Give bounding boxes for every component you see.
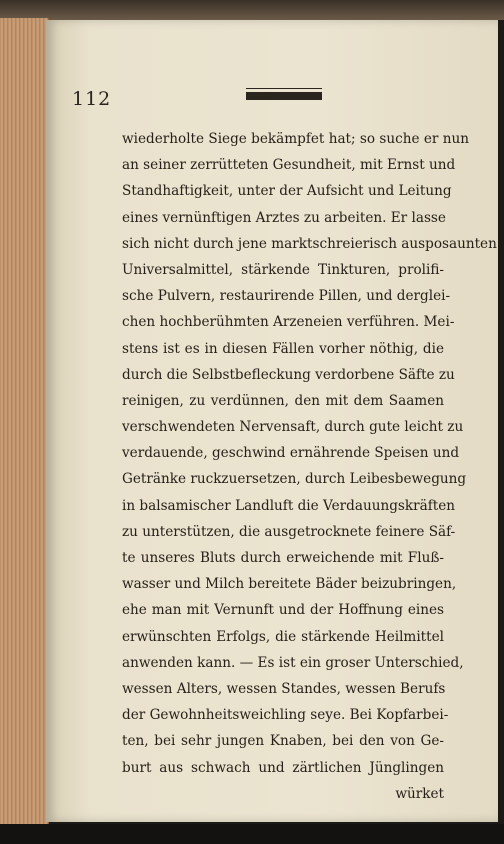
- text-line: ten, bei sehr jungen Knaben, bei den von Ge-: [122, 733, 444, 750]
- text-line: burt aus schwach und zärtlichen Jünglingen: [122, 759, 444, 776]
- text-line: Universalmittel, stärkende Tinkturen, prolifi-: [122, 261, 444, 278]
- text-line: sich nicht durch jene marktschreierisch ausposaunten: [122, 235, 497, 252]
- text-line: te unseres Bluts durch erweichende mit Fluß-: [122, 550, 444, 566]
- text-line: der Gewohnheitsweichling seye. Bei Kopfarbei-: [122, 707, 449, 724]
- text-line: wessen Alters, wessen Standes, wessen Berufs: [122, 680, 446, 697]
- header-rule: [246, 92, 322, 100]
- catchword: würket: [395, 785, 444, 802]
- body-text: [122, 126, 497, 807]
- text-line: eines vernünftigen Arztes zu arbeiten. Er lasse: [122, 209, 446, 226]
- text-line: Getränke ruckzuersetzen, durch Leibesbewegung: [122, 471, 467, 488]
- page-edges: [0, 18, 49, 824]
- text-line: ehe man mit Vernunft und der Hoffnung eines: [122, 602, 444, 619]
- text-line: reinigen, zu verdünnen, den mit dem Saamen: [122, 392, 444, 409]
- text-line: sche Pulvern, restaurirende Pillen, und derglei-: [122, 288, 451, 305]
- text-line: Standhaftigkeit, unter der Aufsicht und Leitung: [122, 183, 452, 200]
- text-line: durch die Selbstbefleckung verdorbene Säfte zu: [122, 366, 455, 383]
- text-line: wasser und Milch bereitete Bäder beizubringen,: [122, 576, 457, 593]
- text-line: wiederholte Siege bekämpfet hat; so suche er nun: [122, 131, 469, 147]
- book-cover-bottom: [0, 824, 504, 844]
- text-line: in balsamischer Landluft die Verdauungskräften: [122, 497, 456, 514]
- book-cover-top: [0, 0, 504, 20]
- text-line: verdauende, geschwind ernährende Speisen und: [122, 445, 460, 462]
- text-line: an seiner zerrütteten Gesundheit, mit Ernst und: [122, 157, 456, 174]
- text-line: chen hochberühmten Arzeneien verführen. Mei-: [122, 314, 455, 331]
- text-line: zu unterstützen, die ausgetrocknete feinere Säf-: [122, 523, 456, 540]
- text-line: stens ist es in diesen Fällen vorher nöthig, die: [122, 340, 444, 357]
- page-number: 112: [72, 88, 112, 110]
- text-line: anwenden kann. — Es ist ein groser Unterschied,: [122, 654, 464, 671]
- text-line: erwünschten Erfolgs, die stärkende Heilmittel: [122, 628, 444, 645]
- text-line: verschwendeten Nervensaft, durch gute leicht zu: [122, 419, 464, 436]
